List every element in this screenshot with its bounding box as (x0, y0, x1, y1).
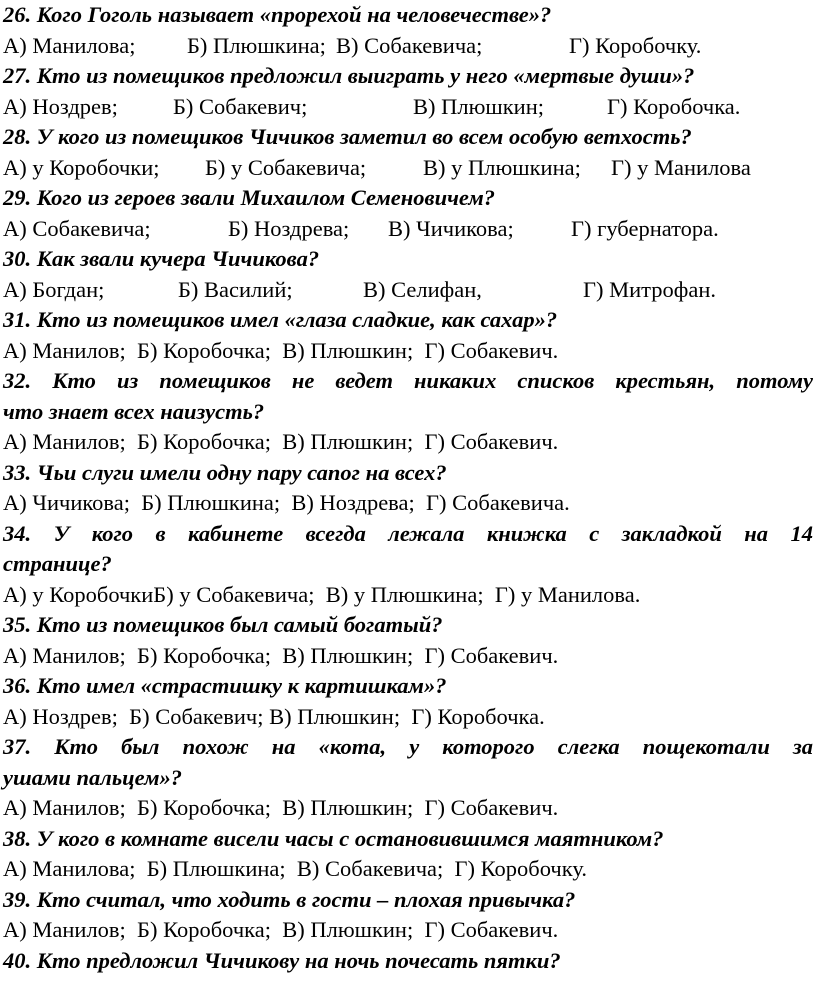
question-38: 38. У кого в комнате висели часы с остановившимся маятником? (3, 825, 664, 851)
options-37: А) Манилов; Б) Коробочка; В) Плюшкин; Г) Собакевич. (3, 795, 559, 821)
option-a: А) Манилова; (3, 32, 136, 58)
question-30: 30. Как звали кучера Чичикова? (3, 246, 320, 272)
question-35: 35. Кто из помещиков был самый богатый? (3, 612, 443, 638)
question-36: 36. Кто имел «страстишку к картишкам»? (3, 673, 447, 699)
option-b: Б) Василий; (178, 276, 293, 302)
question-40: 40. Кто предложил Чичикову на ночь почесать пятки? (3, 947, 561, 973)
options-34: А) у КоробочкиБ) у Собакевича; В) у Плюшкина; Г) у Манилова. (3, 581, 641, 607)
question-39: 39. Кто считал, что ходить в гости – плохая привычка? (3, 886, 576, 912)
option-a: А) Ноздрев; (3, 93, 118, 119)
option-d: Г) губернатора. (571, 215, 719, 241)
option-c: В) Плюшкин; (413, 93, 545, 119)
option-c: В) Чичикова; (388, 215, 514, 241)
question-37-line-1: 37. Кто был похож на «кота, у которого слегка пощекотали за (3, 734, 813, 760)
options-39: А) Манилов; Б) Коробочка; В) Плюшкин; Г) Собакевич. (3, 917, 559, 943)
option-a: А) Собакевича; (3, 215, 151, 241)
question-34-line-2: странице? (3, 551, 112, 577)
options-35: А) Манилов; Б) Коробочка; В) Плюшкин; Г) Собакевич. (3, 642, 559, 668)
question-27: 27. Кто из помещиков предложил выиграть у него «мертвые души»? (3, 63, 695, 89)
options-32: А) Манилов; Б) Коробочка; В) Плюшкин; Г) Собакевич. (3, 429, 559, 455)
question-26: 26. Кого Гоголь называет «прорехой на человечестве»? (3, 2, 552, 27)
options-26 (3, 31, 702, 62)
option-c: В) Собакевича; (336, 32, 483, 58)
option-d: Г) Митрофан. (583, 276, 717, 302)
question-28: 28. У кого из помещиков Чичиков заметил во всем особую ветхость? (3, 124, 692, 150)
option-d: Г) Коробочка. (607, 93, 741, 119)
option-c: В) Селифан, (363, 276, 482, 302)
option-a: А) Богдан; (3, 276, 105, 302)
question-32-line-2: что знает всех наизусть? (3, 398, 265, 424)
option-b: Б) Собакевич; (173, 93, 308, 119)
option-d: Г) Коробочку. (569, 32, 702, 58)
options-28 (3, 153, 751, 184)
options-38: А) Манилова; Б) Плюшкина; В) Собакевича; Г) Коробочку. (3, 856, 587, 882)
question-31: 31. Кто из помещиков имел «глаза сладкие, как сахар»? (3, 307, 558, 333)
question-32-line-1: 32. Кто из помещиков не ведет никаких списков крестьян, потому (3, 368, 813, 394)
option-a: А) у Коробочки; (3, 154, 160, 180)
question-29: 29. Кого из героев звали Михаилом Семеновичем? (3, 185, 495, 211)
question-37-line-2: ушами пальцем»? (3, 764, 182, 790)
question-33: 33. Чьи слуги имели одну пару сапог на всех? (3, 459, 447, 485)
option-b: Б) Ноздрева; (228, 215, 350, 241)
option-b: Б) у Собакевича; (205, 154, 367, 180)
question-34-line-1: 34. У кого в кабинете всегда лежала книжка с закладкой на 14 (3, 520, 813, 546)
options-33: А) Чичикова; Б) Плюшкина; В) Ноздрева; Г) Собакевича. (3, 490, 570, 516)
option-b: Б) Плюшкина; (187, 32, 326, 58)
option-c: В) у Плюшкина; (423, 154, 581, 180)
option-d: Г) у Манилова (611, 154, 751, 180)
options-29 (3, 214, 719, 245)
options-30 (3, 275, 717, 306)
options-27 (3, 92, 741, 123)
options-31: А) Манилов; Б) Коробочка; В) Плюшкин; Г) Собакевич. (3, 337, 559, 363)
options-36: А) Ноздрев; Б) Собакевич; В) Плюшкин; Г) Коробочка. (3, 703, 545, 729)
